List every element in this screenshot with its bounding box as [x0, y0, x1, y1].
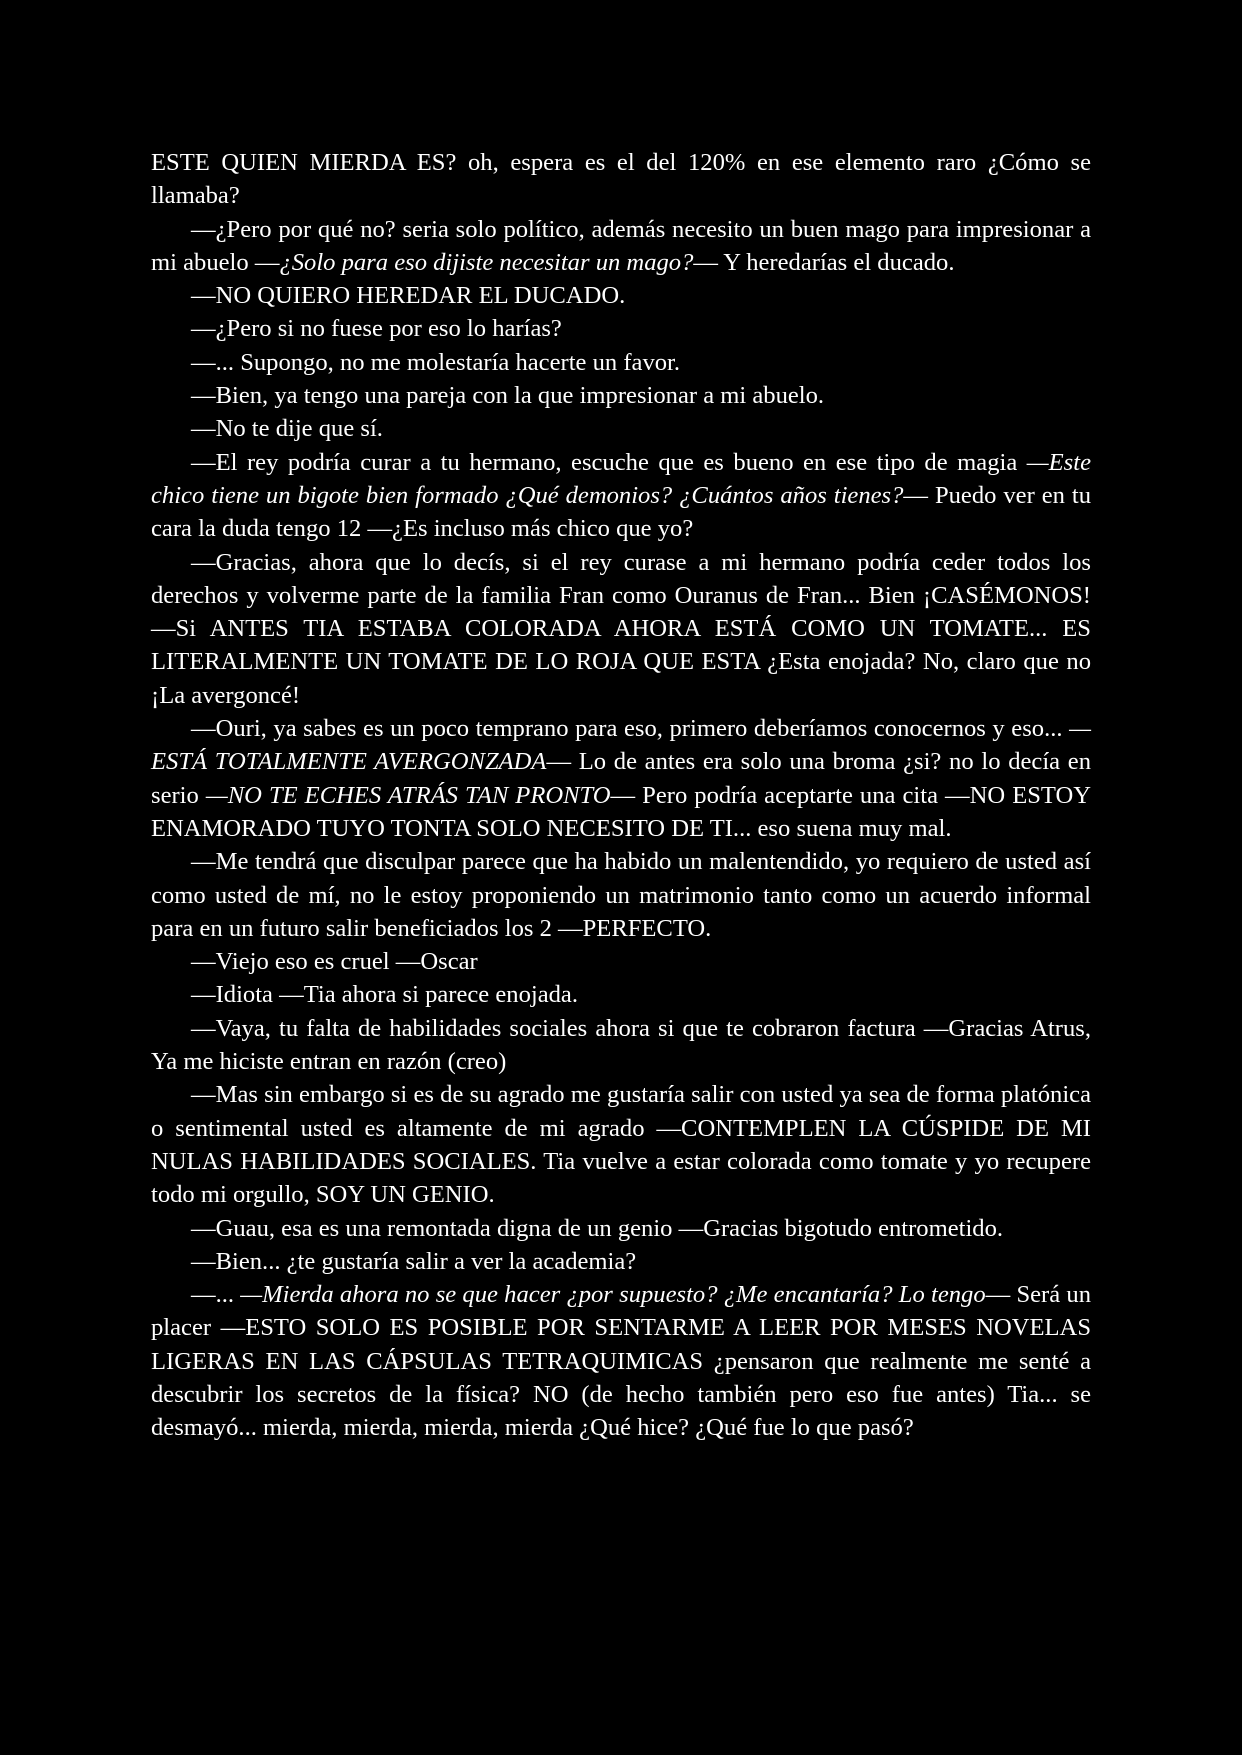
text-run: —¿Pero si no fuese por eso lo harías? [191, 315, 562, 343]
paragraph-12 [151, 945, 1091, 978]
paragraph-5 [151, 346, 1091, 379]
text-run: —Bien... ¿te gustaría salir a ver la academia? [191, 1247, 637, 1275]
paragraph-1 [151, 146, 1091, 213]
paragraph-4 [151, 312, 1091, 345]
text-run: —... [191, 1281, 241, 1309]
paragraph-16 [151, 1212, 1091, 1245]
text-run: —... Supongo, no me molestaría hacerte un favor. [191, 348, 681, 376]
text-run: ESTE QUIEN MIERDA ES? oh, espera es el del 120% en ese elemento raro ¿Cómo se llamaba? [151, 149, 1091, 210]
text-run: —Me tendrá que disculpar parece que ha habido un malentendido, yo requiero de usted así como usted de mí, no le estoy proponiendo un matrimonio tanto como un acuerdo informal para en un futuro salir beneficiados los 2 —PERFECTO. [151, 848, 1091, 942]
text-run: — Lo de antes era solo una broma ¿si? no lo decía en serio [151, 748, 1091, 809]
text-run: —Ouri, ya sabes es un poco temprano para eso, primero deberíamos conocernos y eso... [191, 715, 1070, 743]
text-run: —¿Pero por qué no? seria solo político, además necesito un buen mago para impresionar a mi abuelo — [151, 215, 1091, 276]
text-run: —Viejo eso es cruel —Oscar [191, 948, 478, 976]
paragraph-18 [151, 1278, 1091, 1444]
italic-thought: —Este chico tiene un bigote bien formado ¿Qué demonios? ¿Cuántos años tienes? [151, 448, 1091, 509]
text-run: —Gracias, ahora que lo decís, si el rey curase a mi hermano podría ceder todos los derechos y volverme parte de la familia Fran como Ouranus de Fran... Bien ¡CASÉMONOS! —Si ANTES TIA ESTABA COLORADA AHORA ESTÁ COMO UN TOMATE... ES LITERALMENTE UN TOMATE DE LO ROJA QUE ESTA ¿Esta enojada? No, claro que no ¡La avergoncé! [151, 548, 1091, 709]
paragraph-11 [151, 845, 1091, 945]
text-run: —No te dije que sí. [191, 415, 383, 443]
paragraph-15 [151, 1078, 1091, 1211]
paragraph-6 [151, 379, 1091, 412]
paragraph-2 [151, 213, 1091, 280]
text-run: —Idiota —Tia ahora si parece enojada. [191, 981, 578, 1009]
paragraph-8 [151, 446, 1091, 546]
paragraph-9 [151, 546, 1091, 712]
paragraph-3 [151, 279, 1091, 312]
paragraph-7 [151, 412, 1091, 445]
paragraph-13 [151, 978, 1091, 1011]
text-run: —NO QUIERO HEREDAR EL DUCADO. [191, 282, 626, 310]
italic-thought: ¿Solo para eso dijiste necesitar un mago? [279, 248, 694, 276]
paragraph-14 [151, 1012, 1091, 1079]
document-page [151, 146, 1091, 1445]
text-run: —Mas sin embargo si es de su agrado me gustaría salir con usted ya sea de forma platónica o sentimental usted es altamente de mi agrado —CONTEMPLEN LA CÚSPIDE DE MI NULAS HABILIDADES SOCIALES. Tia vuelve a estar colorada como tomate y yo recupere todo mi orgullo, SOY UN GENIO. [151, 1081, 1091, 1209]
text-run: — Puedo ver en tu cara la duda tengo 12 —¿Es incluso más chico que yo? [151, 481, 1091, 543]
text-run: — Y heredarías el ducado. [693, 248, 955, 276]
italic-thought: —Mierda ahora no se que hacer ¿por supuesto? ¿Me encantaría? Lo tengo [240, 1281, 986, 1309]
text-run: — Pero podría aceptarte una cita —NO ESTOY ENAMORADO TUYO TONTA SOLO NECESITO DE TI... eso suena muy mal. [151, 781, 1091, 842]
italic-thought: —ESTÁ TOTALMENTE AVERGONZADA [151, 715, 1091, 776]
paragraph-10 [151, 712, 1091, 845]
paragraph-17 [151, 1245, 1091, 1278]
text-run: —El rey podría curar a tu hermano, escuche que es bueno en ese tipo de magia [191, 448, 1027, 476]
text-run: —Guau, esa es una remontada digna de un genio —Gracias bigotudo entrometido. [191, 1214, 1004, 1242]
text-run: — Será un placer —ESTO SOLO ES POSIBLE POR SENTARME A LEER POR MESES NOVELAS LIGERAS EN LAS CÁPSULAS TETRAQUIMICAS ¿pensaron que realmente me senté a descubrir los secretos de la física? NO (de hecho también pero eso fue antes) Tia... se desmayó... mierda, mierda, mierda, mierda ¿Qué hice? ¿Qué fue lo que pasó? [151, 1281, 1091, 1442]
text-run: —Vaya, tu falta de habilidades sociales ahora si que te cobraron factura —Gracias Atrus, Ya me hiciste entran en razón (creo) [151, 1014, 1091, 1076]
text-run: —Bien, ya tengo una pareja con la que impresionar a mi abuelo. [191, 382, 825, 410]
italic-thought: —NO TE ECHES ATRÁS TAN PRONTO [205, 781, 611, 809]
